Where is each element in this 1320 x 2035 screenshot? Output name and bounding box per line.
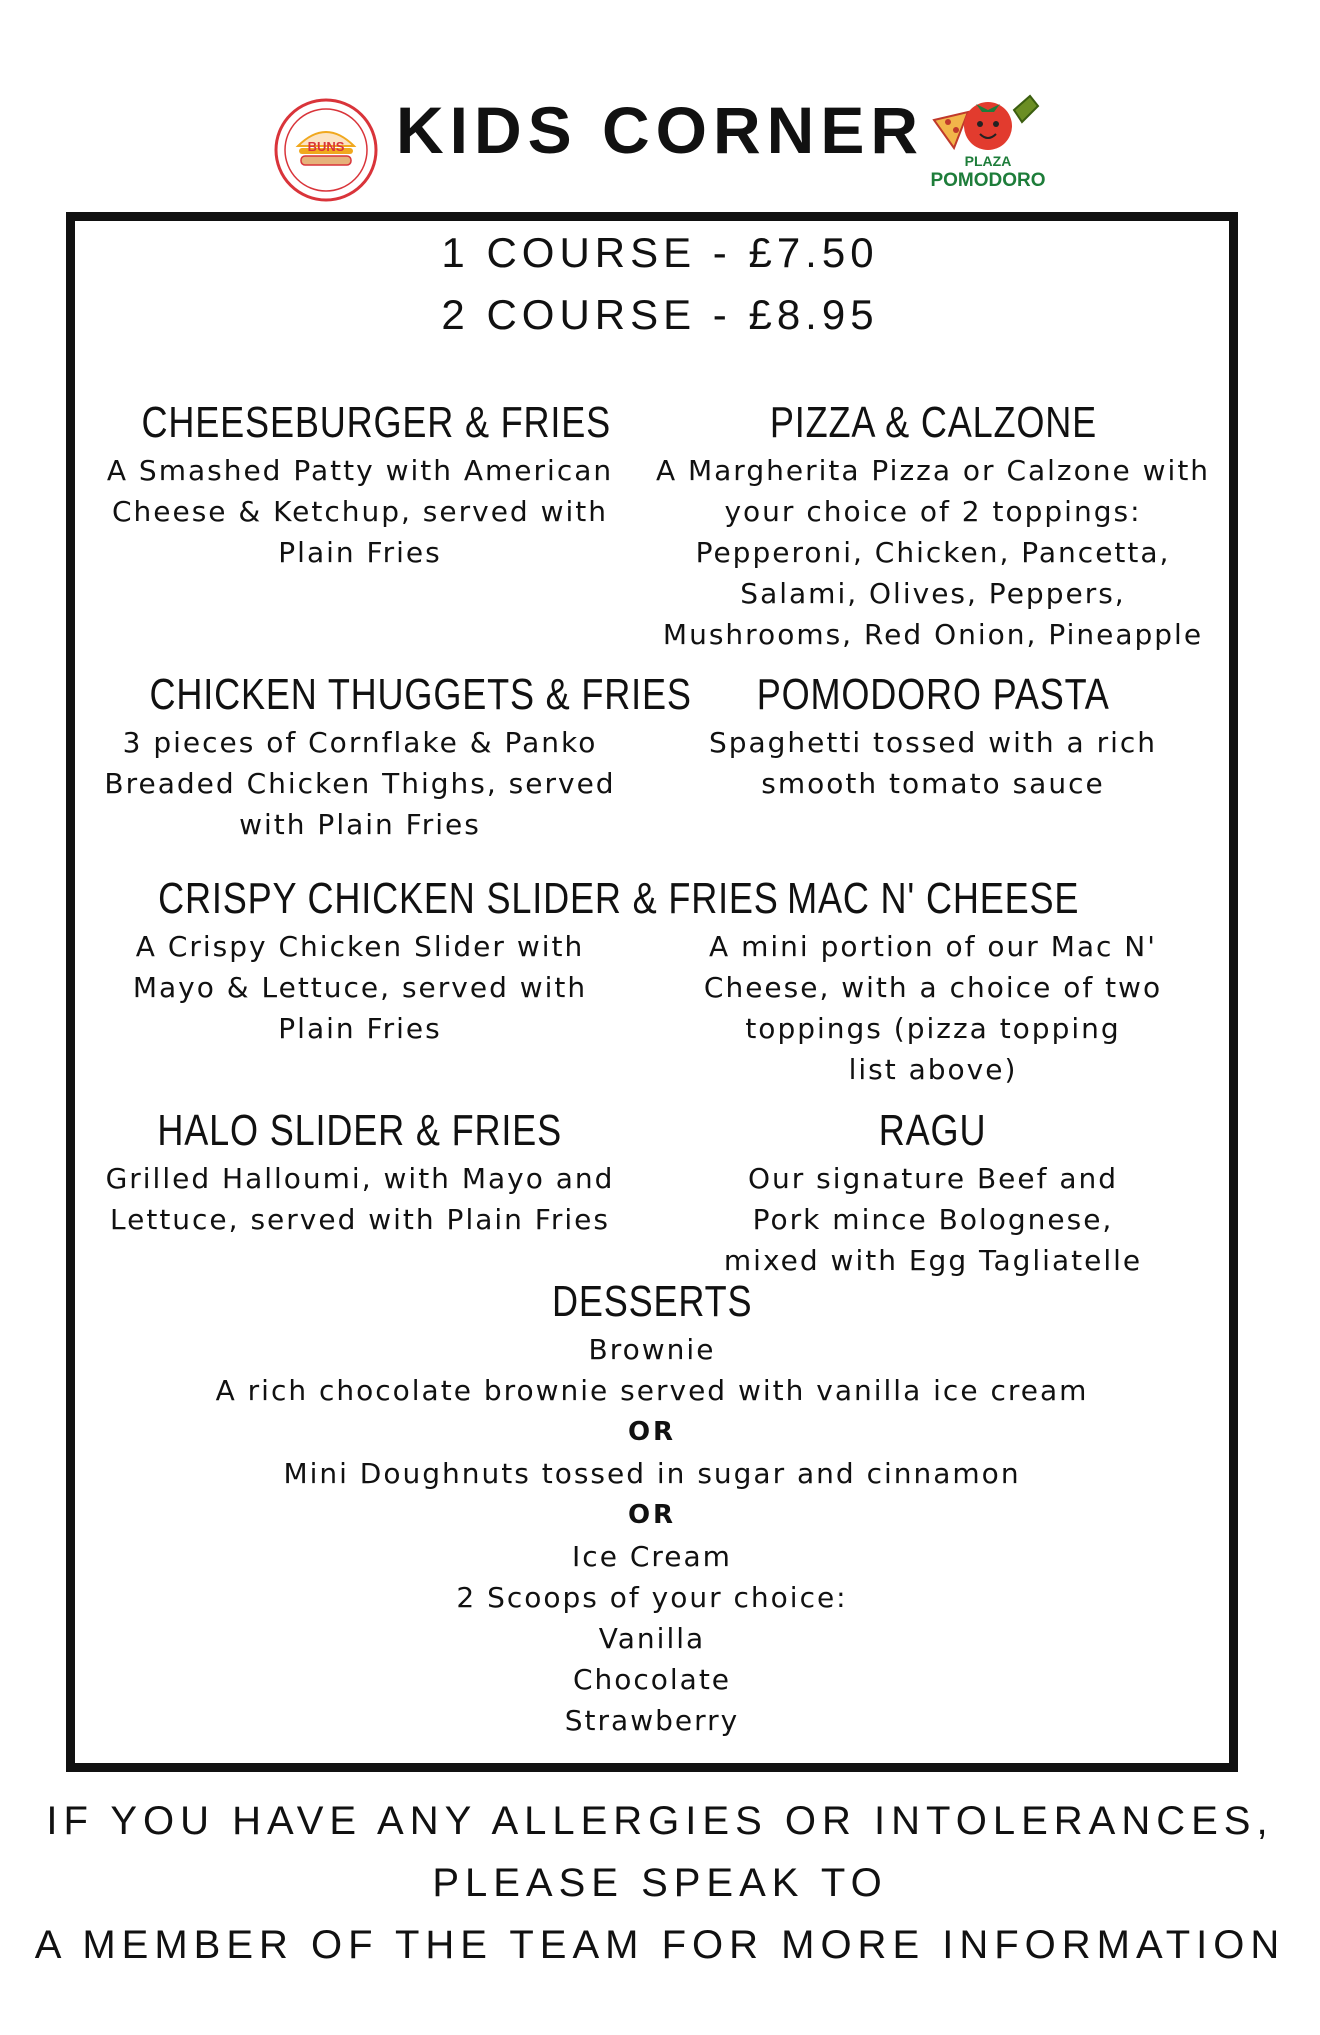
dish-pizza-calzone (648, 396, 1218, 655)
plaza-pomodoro-logo (928, 92, 1048, 202)
dish-desc-line: Salami, Olives, Peppers, (740, 577, 1126, 610)
dish-desc-line: mixed with Egg Tagliatelle (723, 1244, 1143, 1277)
dish-desc-line: toppings (pizza topping (745, 1012, 1121, 1045)
dish-desc-line: A mini portion of our Mac N' (709, 930, 1157, 963)
flavour-item: Strawberry (564, 1704, 740, 1737)
dish-desc-line: 3 pieces of Cornflake & Panko (122, 726, 598, 759)
dish-desc-line: Breaded Chicken Thighs, served (104, 767, 616, 800)
dish-title: HALO SLIDER & FRIES (157, 1106, 563, 1155)
dessert-brownie: Brownie (588, 1333, 716, 1366)
or-separator: OR (627, 1417, 677, 1447)
dish-desc-line: Pepperoni, Chicken, Pancetta, (695, 536, 1171, 569)
dish-ragu (648, 1104, 1218, 1281)
svg-text:POMODORO: POMODORO (930, 170, 1046, 191)
dish-desc-line: A Margherita Pizza or Calzone with (655, 454, 1211, 487)
dish-title: CHEESEBURGER & FRIES (141, 398, 612, 447)
dish-desc-line: Pork mince Bolognese, (752, 1203, 1114, 1236)
flavour-item: Vanilla (598, 1622, 706, 1655)
allergy-notice-line: A MEMBER OF THE TEAM FOR MORE INFORMATION (34, 1923, 1286, 1967)
dish-halo-slider (90, 1104, 630, 1240)
desserts-section (66, 1275, 1238, 1741)
dish-title: PIZZA & CALZONE (769, 398, 1097, 447)
allergy-notice (0, 1790, 1320, 1976)
dessert-scoops: 2 Scoops of your choice: (456, 1581, 848, 1614)
dish-desc-line: list above) (848, 1053, 1018, 1086)
dish-cheeseburger (90, 396, 630, 573)
two-course-price: 2 COURSE - £8.95 (441, 291, 879, 338)
price-block (0, 222, 1320, 346)
dish-pomodoro-pasta (648, 668, 1218, 804)
dessert-ice-cream: Ice Cream (572, 1540, 732, 1573)
dish-chicken-thuggets (90, 668, 692, 845)
menu-header (0, 0, 1320, 205)
allergy-notice-line: IF YOU HAVE ANY ALLERGIES OR INTOLERANCES, PLEASE SPEAK TO (46, 1799, 1274, 1905)
dish-desc-line: A Crispy Chicken Slider with (135, 930, 585, 963)
dish-desc-line: smooth tomato sauce (761, 767, 1105, 800)
or-separator: OR (627, 1500, 677, 1530)
dish-desc-line: Mushrooms, Red Onion, Pineapple (662, 618, 1204, 651)
flavour-item: Chocolate (572, 1663, 732, 1696)
dish-title: CHICKEN THUGGETS & FRIES (149, 670, 692, 719)
svg-text:PLAZA: PLAZA (964, 153, 1012, 169)
one-course-price: 1 COURSE - £7.50 (441, 229, 879, 276)
dish-crispy-chicken-slider (90, 872, 779, 1049)
dish-desc-line: Cheese, with a choice of two (703, 971, 1163, 1004)
dish-desc-line: Lettuce, served with Plain Fries (110, 1203, 610, 1236)
svg-text:BUNS: BUNS (307, 139, 345, 154)
dish-desc-line: Mayo & Lettuce, served with (132, 971, 588, 1004)
dish-desc-line: Our signature Beef and (747, 1162, 1119, 1195)
dish-desc-line: Plain Fries (278, 1012, 442, 1045)
dish-desc-line: Cheese & Ketchup, served with (111, 495, 609, 528)
dish-desc-line: your choice of 2 toppings: (724, 495, 1142, 528)
dish-desc-line: Spaghetti tossed with a rich (708, 726, 1158, 759)
dish-title: RAGU (879, 1106, 987, 1155)
dish-title: MAC N' CHEESE (786, 874, 1080, 923)
page-title: KIDS CORNER (395, 93, 925, 167)
dish-desc-line: A Smashed Patty with American (106, 454, 614, 487)
dish-title: CRISPY CHICKEN SLIDER & FRIES (158, 874, 779, 923)
dish-mac-n-cheese (648, 872, 1218, 1090)
dish-title: POMODORO PASTA (756, 670, 1110, 719)
dessert-doughnuts: Mini Doughnuts tossed in sugar and cinnamon (283, 1457, 1021, 1490)
desserts-title: DESSERTS (551, 1277, 753, 1326)
dessert-brownie-desc: A rich chocolate brownie served with vanilla ice cream (215, 1374, 1089, 1407)
dish-desc-line: Plain Fries (278, 536, 442, 569)
dish-desc-line: with Plain Fries (239, 808, 481, 841)
dish-desc-line: Grilled Halloumi, with Mayo and (105, 1162, 615, 1195)
